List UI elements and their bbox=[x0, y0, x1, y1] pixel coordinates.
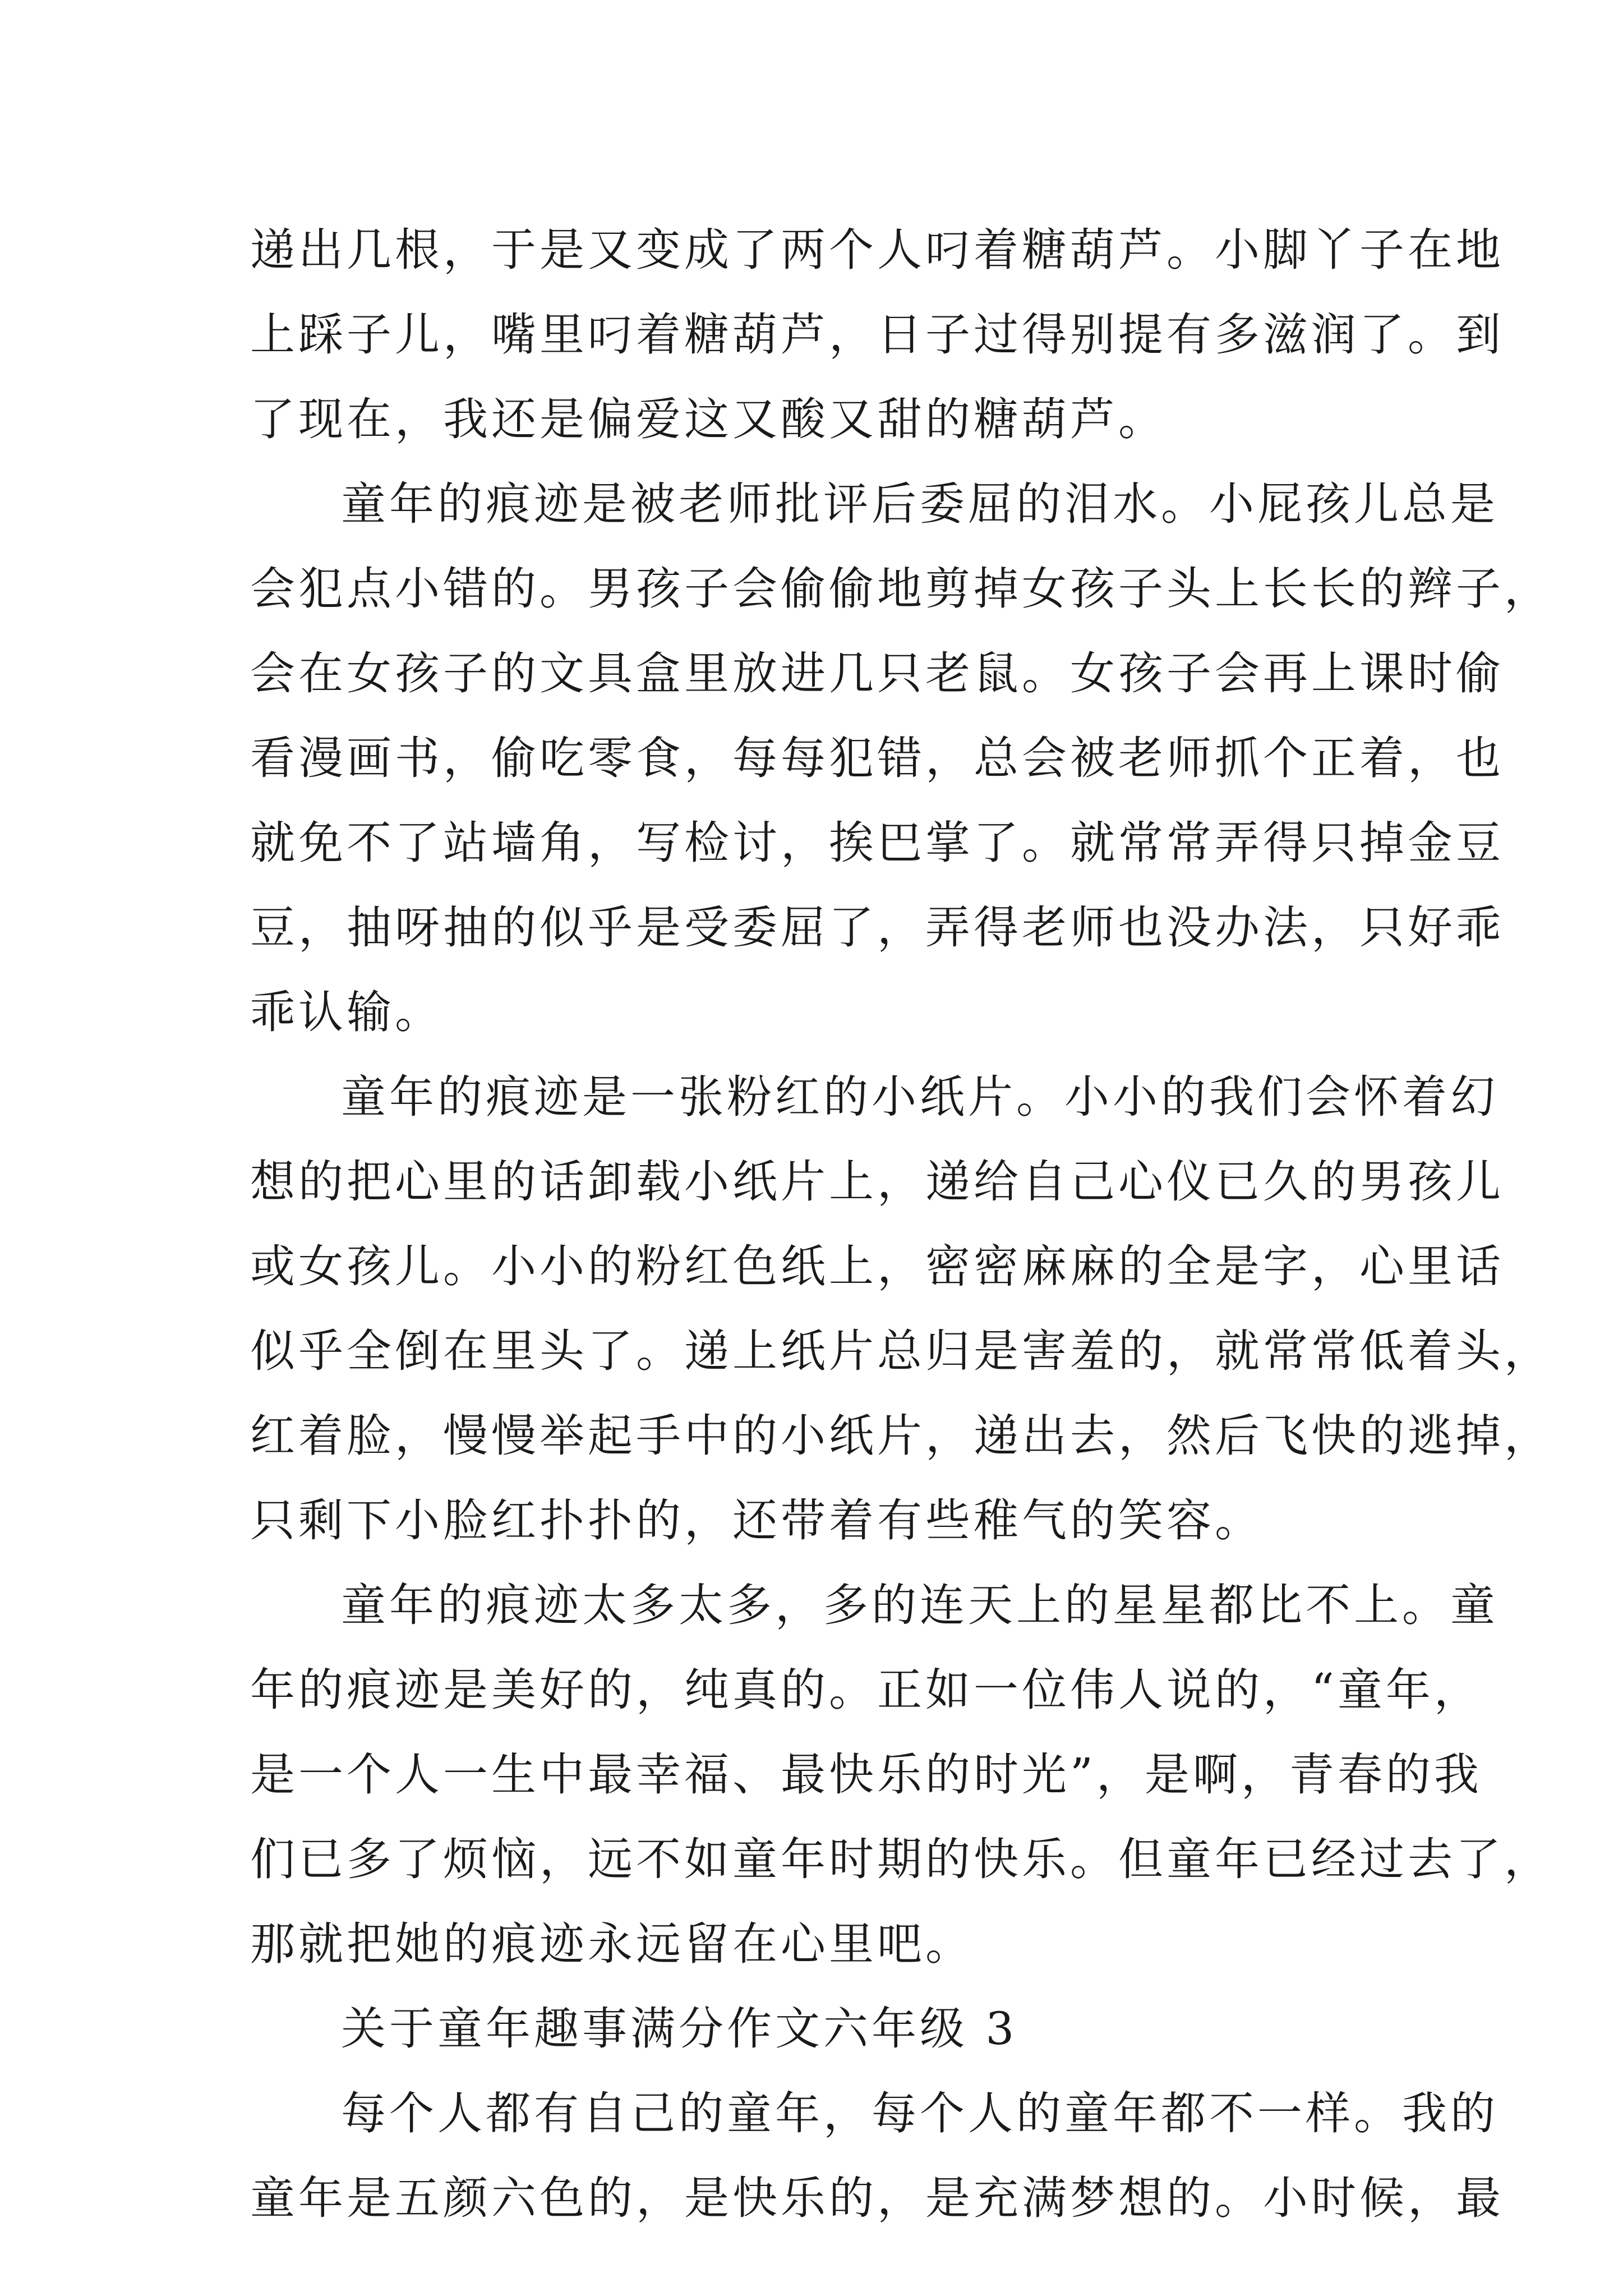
text-line: 豆，抽呀抽的似乎是受委屈了，弄得老师也没办法，只好乖 bbox=[250, 901, 1504, 954]
text-line: 会在女孩子的文具盒里放进几只老鼠。女孩子会再上课时偷 bbox=[250, 647, 1504, 700]
text-line: 年的痕迹是美好的，纯真的。正如一位伟人说的，“童年， bbox=[250, 1664, 1482, 1716]
text-line: 每个人都有自己的童年，每个人的童年都不一样。我的 bbox=[341, 2087, 1498, 2139]
section-heading: 关于童年趣事满分作文六年级 3 bbox=[341, 2003, 1018, 2055]
text-line: 乖认输。 bbox=[250, 986, 443, 1038]
text-line: 就免不了站墙角，写检讨，挨巴掌了。就常常弄得只掉金豆 bbox=[250, 817, 1504, 869]
paragraph-5 bbox=[250, 2071, 1504, 2240]
text-line: 会犯点小错的。男孩子会偷偷地剪掉女孩子头上长长的辫子， bbox=[250, 563, 1552, 615]
paragraph-4 bbox=[250, 1563, 1552, 1986]
text-line: 或女孩儿。小小的粉红色纸上，密密麻麻的全是字，心里话 bbox=[250, 1240, 1504, 1292]
document-body bbox=[250, 208, 1552, 2240]
text-line: 红着脸，慢慢举起手中的小纸片，递出去，然后飞快的逃掉， bbox=[250, 1410, 1552, 1462]
text-line: 童年是五颜六色的，是快乐的，是充满梦想的。小时候，最 bbox=[250, 2172, 1504, 2224]
text-line: 递出几根，于是又变成了两个人叼着糖葫芦。小脚丫子在地 bbox=[250, 224, 1504, 276]
text-line: 们已多了烦恼，远不如童年时期的快乐。但童年已经过去了， bbox=[250, 1833, 1552, 1885]
text-line: 童年的痕迹是一张粉红的小纸片。小小的我们会怀着幻 bbox=[341, 1071, 1498, 1123]
paragraph-1 bbox=[250, 208, 1504, 462]
text-line: 似乎全倒在里头了。递上纸片总归是害羞的，就常常低着头， bbox=[250, 1325, 1552, 1377]
text-line: 了现在，我还是偏爱这又酸又甜的糖葫芦。 bbox=[250, 393, 1166, 445]
paragraph-3 bbox=[250, 1055, 1552, 1563]
text-line: 只剩下小脸红扑扑的，还带着有些稚气的笑容。 bbox=[250, 1494, 1263, 1547]
paragraph-2 bbox=[250, 462, 1552, 1055]
text-line: 那就把她的痕迹永远留在心里吧。 bbox=[250, 1918, 974, 1970]
text-line: 上踩子儿，嘴里叼着糖葫芦，日子过得别提有多滋润了。到 bbox=[250, 309, 1504, 361]
text-line: 童年的痕迹是被老师批评后委屈的泪水。小屁孩儿总是 bbox=[341, 478, 1498, 530]
text-line: 看漫画书，偷吃零食，每每犯错，总会被老师抓个正着，也 bbox=[250, 732, 1504, 784]
text-line: 是一个人一生中最幸福、最快乐的时光”，是啊，青春的我 bbox=[250, 1749, 1482, 1801]
text-line: 童年的痕迹太多太多，多的连天上的星星都比不上。童 bbox=[341, 1579, 1498, 1631]
text-line: 想的把心里的话卸载小纸片上，递给自己心仪已久的男孩儿 bbox=[250, 1156, 1504, 1208]
